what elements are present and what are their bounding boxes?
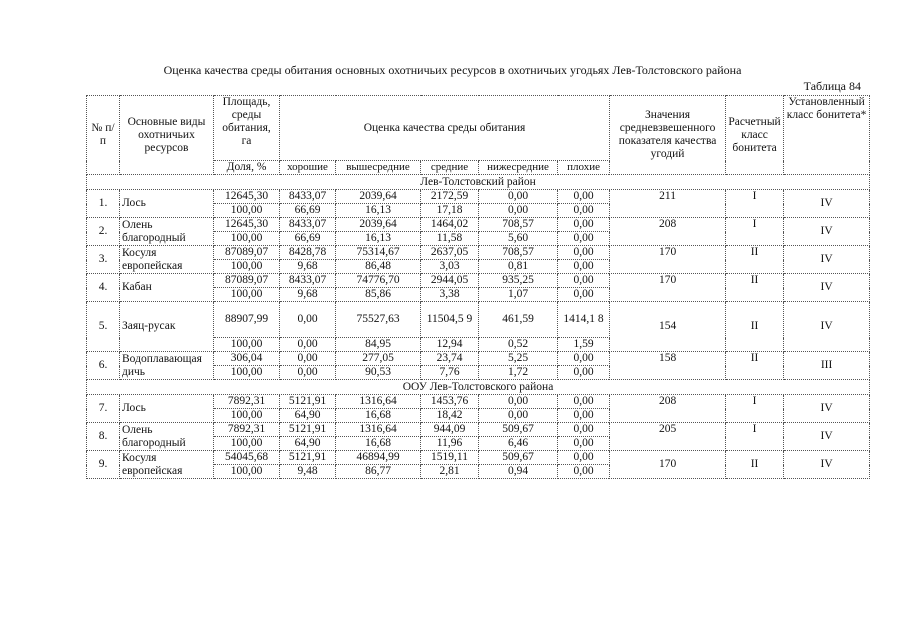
above-avg-value: 1316,64 xyxy=(336,423,421,437)
table-row xyxy=(87,423,870,437)
area-value: 7892,31 xyxy=(214,423,280,437)
set-class-value: IV xyxy=(784,274,870,302)
good-value: 0,00 xyxy=(280,352,336,366)
calc-class-value: I xyxy=(726,190,784,218)
avg-percent: 3,38 xyxy=(421,288,479,302)
calc-class-value: II xyxy=(726,352,784,380)
table-body xyxy=(87,175,870,479)
area-value: 87089,07 xyxy=(214,274,280,288)
below-avg-percent: 1,07 xyxy=(479,288,558,302)
avg-percent: 2,81 xyxy=(421,465,479,479)
above-avg-percent: 16,68 xyxy=(336,437,421,451)
set-class-value: III xyxy=(784,352,870,380)
bad-value: 0,00 xyxy=(558,190,610,204)
above-avg-percent: 16,13 xyxy=(336,204,421,218)
above-avg-value: 277,05 xyxy=(336,352,421,366)
species-name: Лось xyxy=(120,190,214,218)
area-share-value: 100,00 xyxy=(214,338,280,352)
table-number: Таблица 84 xyxy=(803,79,861,93)
below-avg-value: 0,00 xyxy=(479,190,558,204)
bad-percent: 0,00 xyxy=(558,232,610,246)
avg-percent: 3,03 xyxy=(421,260,479,274)
above-avg-value: 75314,67 xyxy=(336,246,421,260)
set-class-value: IV xyxy=(784,246,870,274)
bad-value: 0,00 xyxy=(558,395,610,409)
table-row xyxy=(87,218,870,232)
header-area: Площадь, среды обитания, га xyxy=(214,96,280,161)
section-title: Лев-Толстовский район xyxy=(87,175,870,190)
bad-percent: 0,00 xyxy=(558,409,610,423)
area-share-value: 100,00 xyxy=(214,465,280,479)
page-title: Оценка качества среды обитания основных охотничьих ресурсов в охотничьих угодьях Лев-Толстовского района xyxy=(163,63,742,77)
bad-percent: 0,00 xyxy=(558,204,610,218)
good-percent: 9,48 xyxy=(280,465,336,479)
weighted-value: 208 xyxy=(610,395,726,423)
header-below-avg: нижесредние xyxy=(479,161,558,175)
below-avg-value: 708,57 xyxy=(479,246,558,260)
avg-value: 2172,59 xyxy=(421,190,479,204)
row-number: 4. xyxy=(87,274,120,302)
good-percent: 66,69 xyxy=(280,204,336,218)
row-number: 3. xyxy=(87,246,120,274)
below-avg-percent: 1,72 xyxy=(479,366,558,380)
bad-value: 0,00 xyxy=(558,451,610,465)
above-avg-percent: 86,77 xyxy=(336,465,421,479)
bad-percent: 0,00 xyxy=(558,288,610,302)
set-class-value: IV xyxy=(784,395,870,423)
good-percent: 0,00 xyxy=(280,338,336,352)
bad-percent: 0,00 xyxy=(558,260,610,274)
bad-value: 0,00 xyxy=(558,352,610,366)
avg-value: 2944,05 xyxy=(421,274,479,288)
calc-class-value: I xyxy=(726,218,784,246)
area-share-value: 100,00 xyxy=(214,288,280,302)
area-share-value: 100,00 xyxy=(214,260,280,274)
table-row xyxy=(87,246,870,260)
section-row xyxy=(87,380,870,395)
weighted-value: 208 xyxy=(610,218,726,246)
above-avg-value: 74776,70 xyxy=(336,274,421,288)
species-name: Косуля европейская xyxy=(120,246,214,274)
species-name: Водоплавающая дичь xyxy=(120,352,214,380)
area-share-value: 100,00 xyxy=(214,437,280,451)
header-species: Основные виды охотничьих ресурсов xyxy=(120,96,214,175)
weighted-value: 154 xyxy=(610,302,726,352)
above-avg-percent: 85,86 xyxy=(336,288,421,302)
bad-value: 0,00 xyxy=(558,246,610,260)
set-class-value: IV xyxy=(784,218,870,246)
calc-class-value: II xyxy=(726,246,784,274)
area-value: 88907,99 xyxy=(214,302,280,338)
weighted-value: 205 xyxy=(610,423,726,451)
good-value: 5121,91 xyxy=(280,423,336,437)
area-share-value: 100,00 xyxy=(214,409,280,423)
good-value: 8428,78 xyxy=(280,246,336,260)
avg-percent: 12,94 xyxy=(421,338,479,352)
area-value: 87089,07 xyxy=(214,246,280,260)
area-value: 12645,30 xyxy=(214,190,280,204)
below-avg-value: 461,59 xyxy=(479,302,558,338)
good-percent: 9,68 xyxy=(280,260,336,274)
table-row xyxy=(87,451,870,465)
section-row xyxy=(87,175,870,190)
below-avg-percent: 5,60 xyxy=(479,232,558,246)
header-weighted: Значения средневзвешенного показателя качества угодий xyxy=(610,96,726,175)
avg-percent: 18,42 xyxy=(421,409,479,423)
above-avg-value: 2039,64 xyxy=(336,190,421,204)
table-row xyxy=(87,352,870,366)
good-value: 8433,07 xyxy=(280,218,336,232)
bad-percent: 0,00 xyxy=(558,465,610,479)
set-class-value: IV xyxy=(784,302,870,352)
good-percent: 66,69 xyxy=(280,232,336,246)
row-number: 1. xyxy=(87,190,120,218)
area-value: 12645,30 xyxy=(214,218,280,232)
row-number: 6. xyxy=(87,352,120,380)
row-number: 8. xyxy=(87,423,120,451)
header-good: хорошие xyxy=(280,161,336,175)
below-avg-value: 509,67 xyxy=(479,423,558,437)
area-value: 7892,31 xyxy=(214,395,280,409)
area-share-value: 100,00 xyxy=(214,204,280,218)
area-value: 54045,68 xyxy=(214,451,280,465)
below-avg-value: 509,67 xyxy=(479,451,558,465)
header-area-share: Доля, % xyxy=(214,161,280,175)
below-avg-percent: 0,52 xyxy=(479,338,558,352)
header-quality: Оценка качества среды обитания xyxy=(280,96,610,161)
good-value: 8433,07 xyxy=(280,274,336,288)
weighted-value: 170 xyxy=(610,451,726,479)
species-name: Лось xyxy=(120,395,214,423)
good-value: 5121,91 xyxy=(280,451,336,465)
below-avg-percent: 6,46 xyxy=(479,437,558,451)
below-avg-percent: 0,81 xyxy=(479,260,558,274)
good-value: 8433,07 xyxy=(280,190,336,204)
species-name: Заяц-русак xyxy=(120,302,214,352)
weighted-value: 211 xyxy=(610,190,726,218)
avg-value: 1519,11 xyxy=(421,451,479,465)
good-percent: 64,90 xyxy=(280,437,336,451)
good-percent: 64,90 xyxy=(280,409,336,423)
above-avg-percent: 16,13 xyxy=(336,232,421,246)
set-class-value: IV xyxy=(784,190,870,218)
avg-value: 23,74 xyxy=(421,352,479,366)
below-avg-value: 5,25 xyxy=(479,352,558,366)
avg-percent: 17,18 xyxy=(421,204,479,218)
below-avg-percent: 0,94 xyxy=(479,465,558,479)
table-row xyxy=(87,274,870,288)
table-row xyxy=(87,302,870,338)
bad-value: 0,00 xyxy=(558,218,610,232)
header-above-avg: вышесредние xyxy=(336,161,421,175)
avg-value: 1453,76 xyxy=(421,395,479,409)
above-avg-value: 46894,99 xyxy=(336,451,421,465)
above-avg-value: 75527,63 xyxy=(336,302,421,338)
good-value: 0,00 xyxy=(280,302,336,338)
avg-value: 944,09 xyxy=(421,423,479,437)
avg-percent: 7,76 xyxy=(421,366,479,380)
above-avg-percent: 16,68 xyxy=(336,409,421,423)
section-title: ООУ Лев-Толстовского района xyxy=(87,380,870,395)
good-percent: 9,68 xyxy=(280,288,336,302)
bad-value: 0,00 xyxy=(558,423,610,437)
calc-class-value: I xyxy=(726,423,784,451)
species-name: Кабан xyxy=(120,274,214,302)
quality-table xyxy=(86,95,870,479)
header-num: № п/п xyxy=(87,96,120,175)
weighted-value: 170 xyxy=(610,274,726,302)
calc-class-value: II xyxy=(726,451,784,479)
bad-value: 0,00 xyxy=(558,274,610,288)
weighted-value: 158 xyxy=(610,352,726,380)
avg-value: 1464,02 xyxy=(421,218,479,232)
calc-class-value: II xyxy=(726,302,784,352)
area-share-value: 100,00 xyxy=(214,366,280,380)
good-percent: 0,00 xyxy=(280,366,336,380)
table-row xyxy=(87,395,870,409)
below-avg-percent: 0,00 xyxy=(479,204,558,218)
above-avg-percent: 86,48 xyxy=(336,260,421,274)
above-avg-percent: 90,53 xyxy=(336,366,421,380)
area-share-value: 100,00 xyxy=(214,232,280,246)
below-avg-value: 708,57 xyxy=(479,218,558,232)
set-class-value: IV xyxy=(784,423,870,451)
table-row xyxy=(87,190,870,204)
bad-percent: 1,59 xyxy=(558,338,610,352)
bad-percent: 0,00 xyxy=(558,437,610,451)
above-avg-percent: 84,95 xyxy=(336,338,421,352)
avg-percent: 11,58 xyxy=(421,232,479,246)
bad-percent: 0,00 xyxy=(558,366,610,380)
header-bad: плохие xyxy=(558,161,610,175)
area-value: 306,04 xyxy=(214,352,280,366)
set-class-value: IV xyxy=(784,451,870,479)
calc-class-value: II xyxy=(726,274,784,302)
good-value: 5121,91 xyxy=(280,395,336,409)
row-number: 7. xyxy=(87,395,120,423)
below-avg-value: 0,00 xyxy=(479,395,558,409)
species-name: Олень благородный xyxy=(120,423,214,451)
weighted-value: 170 xyxy=(610,246,726,274)
row-number: 5. xyxy=(87,302,120,352)
below-avg-value: 935,25 xyxy=(479,274,558,288)
species-name: Олень благородный xyxy=(120,218,214,246)
above-avg-value: 1316,64 xyxy=(336,395,421,409)
avg-percent: 11,96 xyxy=(421,437,479,451)
header-calc-class: Расчетный класс бонитета xyxy=(726,96,784,175)
header-set-class: Установленный класс бонитета* xyxy=(784,96,870,175)
avg-value: 11504,5 9 xyxy=(421,302,479,338)
above-avg-value: 2039,64 xyxy=(336,218,421,232)
calc-class-value: I xyxy=(726,395,784,423)
bad-value: 1414,1 8 xyxy=(558,302,610,338)
row-number: 9. xyxy=(87,451,120,479)
species-name: Косуля европейская xyxy=(120,451,214,479)
header-avg: средние xyxy=(421,161,479,175)
avg-value: 2637,05 xyxy=(421,246,479,260)
row-number: 2. xyxy=(87,218,120,246)
below-avg-percent: 0,00 xyxy=(479,409,558,423)
